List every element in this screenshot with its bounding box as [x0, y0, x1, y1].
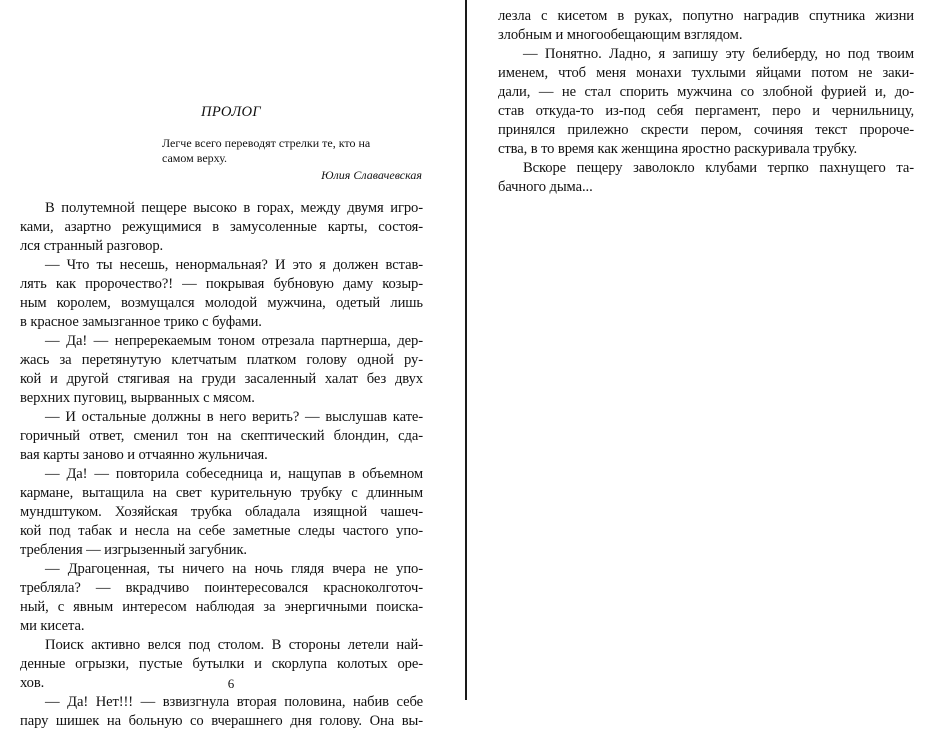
text-line: денные огрызки, пустые бутылки и скорлупа колотых оре-	[20, 656, 423, 672]
right-page	[471, 0, 932, 700]
text-line: став откуда-то из-под себя пергамент, перо и чернильницу,	[498, 103, 914, 119]
text-line: — Да! — повторила собеседница и, нащупав в объемном	[45, 466, 423, 482]
text-line: мундштуком. Хозяйская трубка обладала изящной чашеч-	[20, 504, 423, 520]
epigraph-line: самом верху.	[162, 151, 228, 165]
left-page	[0, 0, 462, 729]
text-line: — Да! — непререкаемым тоном отрезала партнерша, дер-	[45, 333, 423, 349]
epigraph-line: Легче всего переводят стрелки те, кто на	[162, 136, 371, 150]
text-line: злобным и многообещающим взглядом.	[498, 27, 743, 43]
text-line: именем, чтоб меня монахи тухлыми яйцами потом не заки-	[498, 65, 914, 81]
text-line: кой под табак и несла на себе заметные следы частого упо-	[20, 523, 423, 539]
text-line: пару шишек на больную со вчерашнего дня голову. Она вы-	[20, 713, 423, 729]
text-line: вая карты заново и отчаянно жульничая.	[20, 447, 268, 463]
text-line: в красное замызганное трико с буфами.	[20, 314, 262, 330]
text-line: верхних пуговиц, вырванных с мясом.	[20, 390, 255, 406]
text-line: ками, азартно режущимися в замусоленные карты, состоя-	[20, 219, 423, 235]
text-line: ми кисета.	[20, 618, 85, 634]
text-line: требления — изгрызенный загубник.	[20, 542, 247, 558]
text-line: Поиск активно велся под столом. В стороны летели най-	[45, 637, 423, 653]
text-line: лять как пророчество?! — покрывая бубновую даму козыр-	[20, 276, 423, 292]
text-line: — Да! Нет!!! — взвизгнула вторая половина, набив себе	[45, 694, 423, 710]
page-divider	[462, 0, 471, 700]
text-line: кармане, вытащила на свет курительную трубку с длинным	[20, 485, 423, 501]
text-line: дали, — не стал спорить мужчина со злобной фурией и, до-	[498, 84, 914, 100]
epigraph-author: Юлия Славачевская	[321, 168, 422, 182]
text-line: — Драгоценная, ты ничего на ночь глядя вчера не упо-	[45, 561, 423, 577]
text-line: ным королем, возмущался молодой мужчина, одетый лишь	[20, 295, 423, 311]
text-line: ный, с явным интересом наблюдая за энергичными поиска-	[20, 599, 423, 615]
text-line: бачного дыма...	[498, 179, 593, 195]
text-line: требляла? — вкрадчиво поинтересовался красноколготоч-	[20, 580, 423, 596]
text-line: принялся прилежно скрести пером, сочиняя текст пророче-	[498, 122, 914, 138]
text-line: — И остальные должны в него верить? — выслушав кате-	[45, 409, 423, 425]
chapter-title: ПРОЛОГ	[201, 104, 261, 120]
text-line: ства, в то время как женщина яростно раскуривала трубку.	[498, 141, 857, 157]
text-line: — Понятно. Ладно, я запишу эту белиберду, но под твоим	[523, 46, 914, 62]
page-number: 6	[227, 676, 235, 691]
text-line: лезла с кисетом в руках, попутно наградив спутника жизни	[498, 8, 914, 24]
text-line: — Что ты несешь, ненормальная? И это я должен встав-	[45, 257, 423, 273]
text-line: лся странный разговор.	[20, 238, 164, 254]
text-line: хов.	[20, 675, 45, 691]
text-line: Вскоре пещеру заволокло клубами терпко пахнущего та-	[523, 160, 914, 176]
text-line: жась за перетянутую клетчатым платком голову одной ру-	[20, 352, 423, 368]
text-line: горичный ответ, сменил тон на скептический блондин, сда-	[20, 428, 423, 444]
text-line: В полутемной пещере высоко в горах, между двумя игро-	[45, 200, 423, 216]
text-line: кой и другой стягивая на груди засаленный халат без двух	[20, 371, 423, 387]
